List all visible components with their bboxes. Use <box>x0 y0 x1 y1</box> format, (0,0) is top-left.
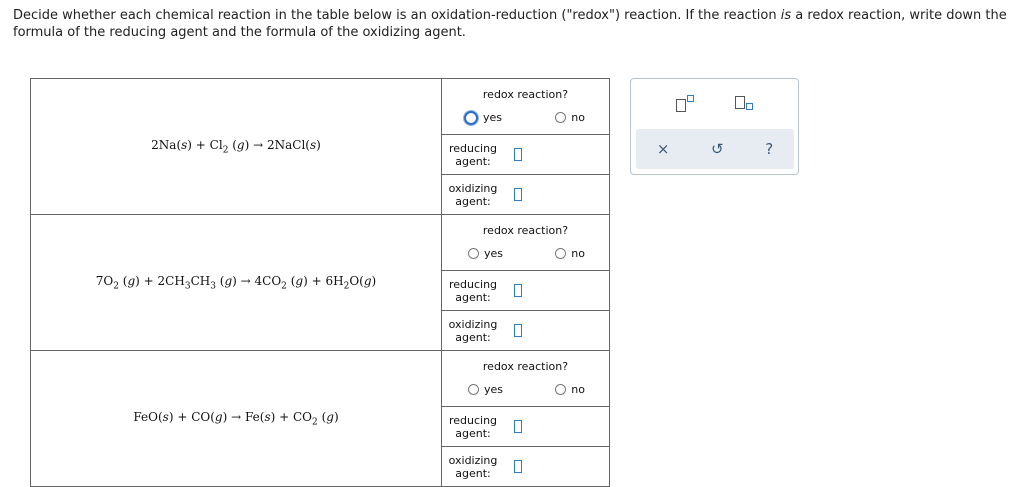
reaction-row <box>31 351 610 487</box>
yes-option[interactable]: yes <box>464 111 502 125</box>
superscript-icon[interactable] <box>672 93 698 115</box>
no-radio[interactable] <box>555 248 566 259</box>
no-radio[interactable] <box>555 112 566 123</box>
formula-toolbar <box>630 78 799 175</box>
reducing-agent-input[interactable] <box>514 148 522 161</box>
reaction-row <box>31 79 610 215</box>
answer-panel <box>442 215 610 351</box>
oxidizing-agent-row: oxidizing agent: <box>442 174 609 214</box>
oxidizing-agent-row: oxidizing agent: <box>442 446 609 486</box>
subscript-icon[interactable] <box>731 93 757 115</box>
no-option[interactable]: no <box>555 247 585 260</box>
reaction-equation: $7O_2$ $(g) + 2CH_3CH_3$ $(g) \to 4CO_2$ $(g) + 6H_2O(g)$ <box>31 215 442 351</box>
reducing-agent-row: reducing agent: <box>442 134 609 174</box>
yes-radio[interactable] <box>468 384 479 395</box>
no-option[interactable]: no <box>555 111 585 124</box>
redox-question: redox reaction? <box>482 359 569 373</box>
no-option[interactable]: no <box>555 383 585 396</box>
oxidizing-agent-input[interactable] <box>514 324 522 337</box>
reaction-row <box>31 215 610 351</box>
reaction-equation: $2Na(s) + Cl_2$ (g) → 2NaCl(s) <box>31 79 442 215</box>
yes-option[interactable]: yes <box>468 247 503 260</box>
redox-question: redox reaction? <box>482 87 569 101</box>
reducing-agent-input[interactable] <box>514 284 522 297</box>
oxidizing-agent-input[interactable] <box>514 460 522 473</box>
yes-radio[interactable] <box>464 111 478 125</box>
redox-question: redox reaction? <box>482 223 569 237</box>
reaction-equation: $FeO(s) + CO(g) \to Fe(s) + CO_2$ (g) <box>31 351 442 487</box>
answer-panel <box>442 79 610 215</box>
oxidizing-agent-row: oxidizing agent: <box>442 310 609 350</box>
reactions-table <box>30 78 610 487</box>
clear-icon[interactable]: × <box>656 140 670 158</box>
undo-icon[interactable]: ↺ <box>711 140 724 158</box>
reducing-agent-row: reducing agent: <box>442 406 609 446</box>
no-radio[interactable] <box>555 384 566 395</box>
yes-radio[interactable] <box>468 248 479 259</box>
yes-option[interactable]: yes <box>468 383 503 396</box>
help-icon[interactable]: ? <box>765 140 774 158</box>
answer-panel <box>442 351 610 487</box>
reducing-agent-row: reducing agent: <box>442 270 609 310</box>
instructions-text: Decide whether each chemical reaction in the table below is an oxidation-reduction ("redox") reaction. If the reaction is a redox reaction, write down the formula of the reducing agent and the formula of the oxidizing agent. <box>13 8 1007 40</box>
reducing-agent-input[interactable] <box>514 420 522 433</box>
oxidizing-agent-input[interactable] <box>514 188 522 201</box>
